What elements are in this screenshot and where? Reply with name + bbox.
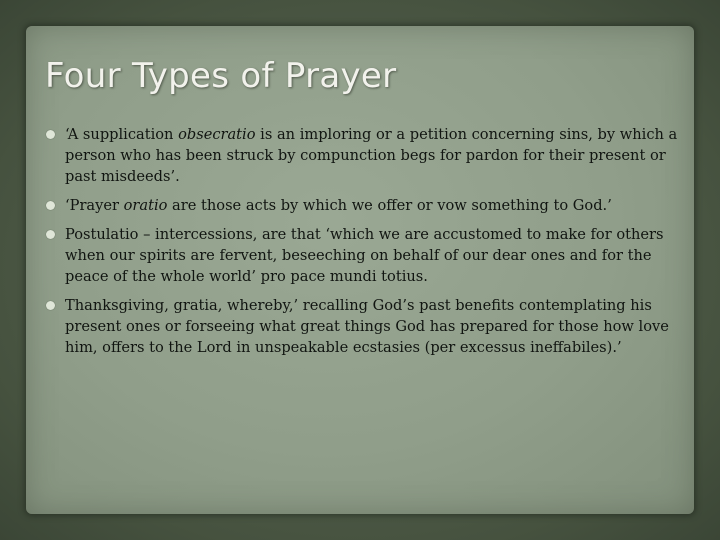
bullet-emphasis: obsecratio	[178, 126, 256, 143]
bullet-text	[65, 297, 669, 356]
bullet-text	[65, 226, 663, 285]
bullet-text	[65, 126, 677, 185]
bullet-dot-icon	[46, 230, 55, 239]
bullet-text-start: ‘A supplication	[65, 126, 179, 143]
bullet-dot-icon	[46, 201, 55, 210]
bullet-item-thanksgiving	[46, 295, 686, 358]
bullet-dot-icon	[46, 301, 55, 310]
bullet-text-end: are those acts by which we offer or vow something to God.’	[167, 197, 612, 214]
bullet-item-postulatio	[46, 224, 686, 287]
bullet-emphasis: oratio	[123, 197, 168, 214]
bullet-item-supplication	[46, 124, 686, 187]
bullet-dot-icon	[46, 130, 55, 139]
bullet-text-start: ‘Prayer	[65, 197, 124, 214]
bullet-text-start: Postulatio – intercessions, are that ‘which we are accustomed to make for others when our spirits are fervent, beseeching on behalf of our dear ones and for the peace of the whole world’ pro pace mundi totius.	[65, 226, 664, 285]
bullet-text-end: is an imploring or a petition concerning sins, by which a person who has been struck by compunction begs for pardon for their present or past misdeeds’.	[65, 126, 678, 185]
slide-title: Four Types of Prayer	[45, 56, 397, 96]
bullet-text	[65, 197, 612, 214]
bullet-text-start: Thanksgiving, gratia, whereby,’ recalling God’s past benefits contemplating his present ones or forseeing what great things God has prepared for those how love him, offers to the Lord in unspeakable ecstasies (per excessus ineffabiles).’	[65, 297, 669, 356]
bullet-item-prayer	[46, 195, 686, 216]
bullet-list	[46, 124, 686, 366]
